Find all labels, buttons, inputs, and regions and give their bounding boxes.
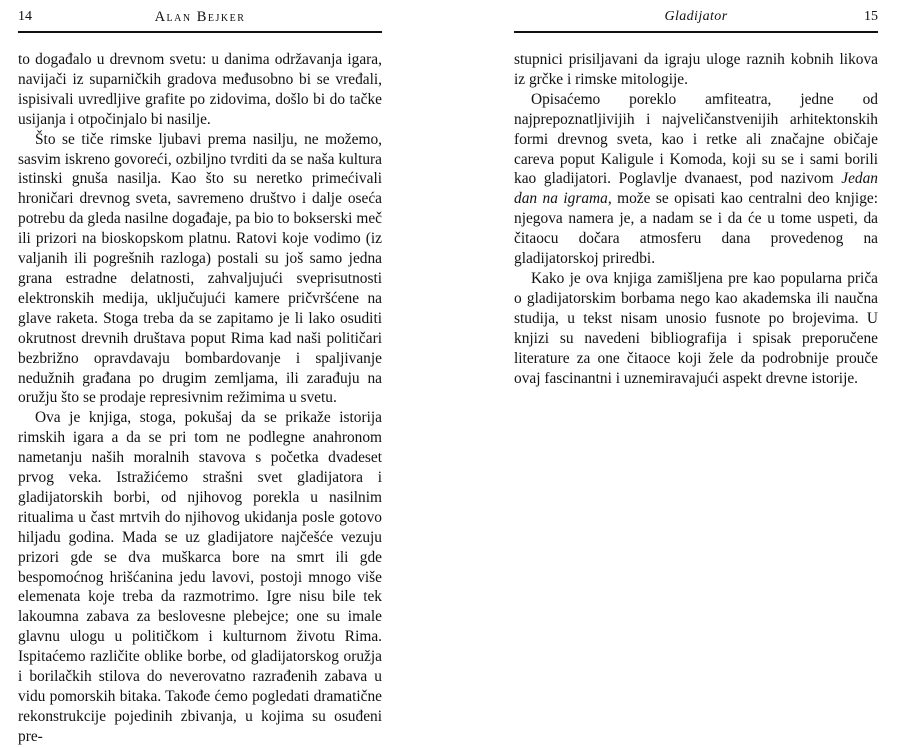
right-page [514, 0, 878, 700]
paragraph: Što se tiče rimske ljubavi prema nasilju, ne možemo, sasvim iskreno govoreći, ozbiljno tvrditi da se naša kultura istinski gnuša nasilja. Kao što su neretko primećivali hroničari drevnog sveta, savremeno društvo i dalje oseća potrebu da gleda nasilne događaje, pa bio to bokserski meč ili prizori na bioskopskom platnu. Ratovi koje vodimo (iz valjanih ili pogrešnih razloga) postali su još samo jedna grana estradne delatnosti, zahvaljujući sveprisutnosti elektronskih medija, uključujući kamere pričvršćene na glave raketa. Stoga treba da se zapitamo je li lako osuditi okrutnost drevnih društava poput Rima kad naši političari bezbrižno opravdavaju bombardovanje i spaljivanje nedužnih građana po drugim zemljama, ili zarađuju na oružju što se prodaje represivnim režimima u svetu. [18, 130, 382, 407]
running-head-title: Gladijator [664, 9, 728, 24]
paragraph-text: , može se opisati kao centralni deo knjige: njegova namera je, a nadam se i da će u tome uspeti, da čitaocu dočara atmosferu dana provedenog na gladijatorskoj priredbi. [514, 190, 879, 268]
paragraph-text: Opisaćemo poreklo amfiteatra, jedne od najprepoznatljivijih i najveličanstvenijih arhitektonskih formi drevnog sveta, kao i retke ali značajne običaje careva poput Kaligule i Komoda, koji su se i sami borili kao gladijatori. Poglavlje dvanaest, pod nazivom [514, 90, 878, 188]
left-page-header [18, 6, 382, 28]
header-rule [514, 31, 878, 33]
paragraph: Kako je ova knjiga zamišljena pre kao popularna priča o gladijatorskim borbama nego kao akademska ili naučna studija, u tekst nisam unosio fusnote po brojevima. U knjizi su navedeni bibliografija i spisak preporučene literature za one čitaoce koji žele da podrobnije prouče ovaj fascinantni i uznemiravajući aspekt drevne istorije. [514, 269, 878, 387]
paragraph: Ova je knjiga, stoga, pokušaj da se prikaže istorija rimskih igara a da se pri tom ne podlegne anahronom nametanju naših moralnih stavova s početka dvadeset prvog veka. Istražićemo strašni svet gladijatora i gladijatorskih borbi, od njihovog porekla u nasilnim ritualima u čast mrtvih do njihovog ukidanja posle gotovo hiljadu godina. Mada se uz gladijatore najčešće vezuju prizori gde se dva muškarca bore na smrt ili gde bespomoćnog hrišćanina jedu lavovi, postoji mnogo više elemenata koje treba da razmotrimo. Igre nisu bile tek lakoumna zabava za beslovesne plebejce; one su imale glavnu ulogu u političkom i kulturnom životu Rima. Ispitaćemo različite oblike borbe, od gladijatorskog oružja i borilačkih stilova do neverovatno razrađenih zabava u vidu pomorskih bitaka. Takođe ćemo pogledati dramatične rekonstrukcije pojedinih zbivanja, u kojima su osuđeni pre- [18, 409, 382, 745]
paragraph [514, 90, 878, 269]
paragraph: stupnici prisiljavani da igraju uloge raznih kobnih likova iz grčke i rimske mitologije. [514, 51, 878, 88]
page-number: 15 [864, 9, 878, 24]
left-page-body [18, 50, 382, 747]
right-page-body [514, 50, 878, 388]
paragraph: to događalo u drevnom svetu: u danima održavanja igara, navijači iz suparničkih gradova međusobno bi se vređali, ispisivali uvredljive grafite po zidovima, došlo bi do tačke usijanja i otpočinjalo bi nasilje. [18, 51, 382, 128]
right-page-header [514, 6, 878, 28]
chapter-title-italic: Jedan dan na igrama [514, 170, 878, 208]
header-rule [18, 31, 382, 33]
running-head-author: Alan Bejker [154, 9, 246, 25]
page-number: 14 [18, 9, 32, 24]
left-page [18, 0, 382, 745]
